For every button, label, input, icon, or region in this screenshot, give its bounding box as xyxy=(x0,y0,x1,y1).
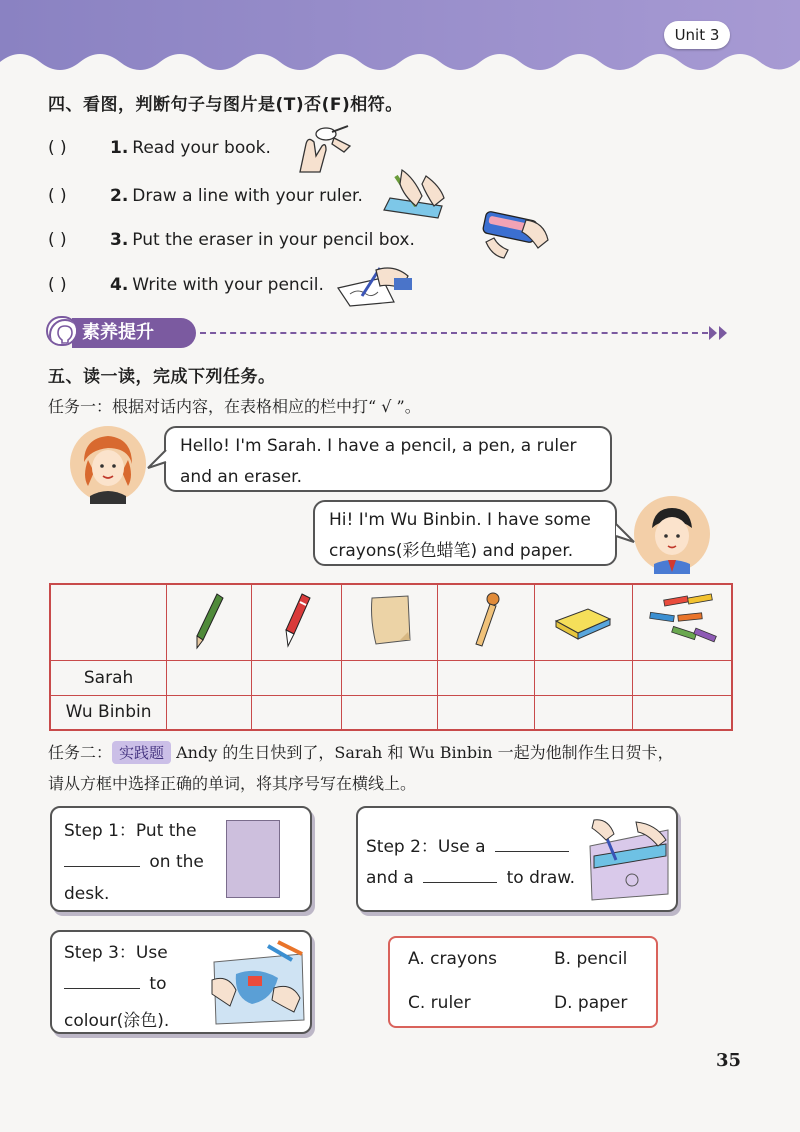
section4-title: 四、看图，判断句子与图片是(T)否(F)相符。 xyxy=(48,95,403,115)
check-cell[interactable] xyxy=(438,660,534,695)
step3-text: to xyxy=(149,974,167,994)
sarah-avatar xyxy=(68,424,148,504)
section5-title: 五、读一读，完成下列任务。 xyxy=(48,367,276,387)
step2-text: Step 2：Use a xyxy=(366,837,486,857)
step2-text: and a xyxy=(366,868,414,888)
unit-badge: Unit 3 xyxy=(664,21,730,49)
sarah-speech-bubble xyxy=(164,426,612,492)
step2-card xyxy=(356,806,678,912)
step2-blank[interactable] xyxy=(423,866,497,883)
answer-blank[interactable]: ( ) xyxy=(48,230,67,250)
arrow-right-icon xyxy=(707,323,731,343)
pen-icon xyxy=(276,590,316,650)
blank-card-image xyxy=(226,820,280,898)
answer-blank[interactable]: ( ) xyxy=(48,138,67,158)
table-header-cell xyxy=(438,584,534,660)
row-label: Wu Binbin xyxy=(50,695,167,730)
table-header-cell xyxy=(341,584,437,660)
step2-text: to draw. xyxy=(506,868,576,888)
step3-text: colour(涂色). xyxy=(64,1011,170,1031)
hand-writing-with-pen-icon xyxy=(336,262,412,308)
hands-opening-pencil-box-icon xyxy=(478,206,552,262)
list-item xyxy=(48,230,415,250)
step2-blank[interactable] xyxy=(495,835,569,852)
bubble-line: and an eraser. xyxy=(180,467,302,487)
check-cell[interactable] xyxy=(167,695,251,730)
eraser-icon xyxy=(548,595,618,645)
answer-blank[interactable]: ( ) xyxy=(48,275,67,295)
option-d: D. paper xyxy=(554,993,628,1013)
task1-instruction: 任务一：根据对话内容，在表格相应的栏中打“ √ ”。 xyxy=(48,397,421,416)
pencil-icon xyxy=(189,590,229,650)
step1-text: Step 1：Put the xyxy=(64,821,197,841)
table-header-cell xyxy=(633,584,732,660)
item-text: Draw a line with your ruler. xyxy=(132,186,363,206)
check-cell[interactable] xyxy=(251,695,341,730)
step3-blank[interactable] xyxy=(64,972,140,989)
wu-binbin-avatar xyxy=(632,494,712,574)
check-cell[interactable] xyxy=(438,695,534,730)
task2-instruction-line2: 请从方框中选择正确的单词，将其序号写在横线上。 xyxy=(48,774,417,793)
check-cell[interactable] xyxy=(167,660,251,695)
practice-tag: 实践题 xyxy=(112,741,171,764)
option-a: A. crayons xyxy=(408,949,497,969)
ruler-icon xyxy=(466,590,506,650)
bubble-tail xyxy=(146,448,168,474)
check-cell[interactable] xyxy=(341,695,437,730)
option-c: C. ruler xyxy=(408,993,471,1013)
list-item xyxy=(48,138,271,158)
item-text: Write with your pencil. xyxy=(132,275,324,295)
section-divider xyxy=(200,332,708,334)
item-text: Read your book. xyxy=(132,138,271,158)
crayons-icon xyxy=(642,592,722,648)
check-cell[interactable] xyxy=(534,660,633,695)
table-header-cell xyxy=(251,584,341,660)
row-label: Sarah xyxy=(50,660,167,695)
check-cell[interactable] xyxy=(341,660,437,695)
list-item xyxy=(48,275,324,295)
item-number: 2. xyxy=(110,186,129,206)
item-number: 4. xyxy=(110,275,129,295)
task2-instruction: 任务二： 实践题 Andy 的生日快到了，Sarah 和 Wu Binbin 一起为他制作生日贺卡， xyxy=(48,743,674,762)
step1-text: on the xyxy=(149,852,204,872)
check-cell[interactable] xyxy=(633,660,732,695)
step3-card xyxy=(50,930,312,1034)
hands-holding-eraser-icon xyxy=(292,122,354,174)
option-b: B. pencil xyxy=(554,949,628,969)
bubble-line: crayons(彩色蜡笔) and paper. xyxy=(329,541,574,561)
step3-text: Step 3：Use xyxy=(64,943,168,963)
step1-blank[interactable] xyxy=(64,850,140,867)
word-options-box xyxy=(388,936,658,1028)
wu-binbin-speech-bubble xyxy=(313,500,617,566)
checklist-table xyxy=(49,583,733,731)
check-cell[interactable] xyxy=(251,660,341,695)
lightbulb-icon xyxy=(46,316,78,346)
item-number: 1. xyxy=(110,138,129,158)
page-number: 35 xyxy=(716,1050,742,1071)
hand-drawing-with-pencil-icon xyxy=(382,166,448,222)
bubble-line: Hello! I'm Sarah. I have a pencil, a pen, a ruler xyxy=(180,436,577,456)
step1-card xyxy=(50,806,312,912)
section-banner-label: 素养提升 xyxy=(72,318,196,348)
table-header-cell xyxy=(167,584,251,660)
answer-blank[interactable]: ( ) xyxy=(48,186,67,206)
table-header-cell xyxy=(534,584,633,660)
table-corner xyxy=(50,584,167,660)
step1-text: desk. xyxy=(64,884,110,904)
drawing-card-image xyxy=(586,816,672,904)
item-number: 3. xyxy=(110,230,129,250)
paper-icon xyxy=(364,590,416,650)
check-cell[interactable] xyxy=(633,695,732,730)
check-cell[interactable] xyxy=(534,695,633,730)
item-text: Put the eraser in your pencil box. xyxy=(132,230,415,250)
colouring-card-image xyxy=(208,940,308,1026)
list-item xyxy=(48,186,363,206)
bubble-line: Hi! I'm Wu Binbin. I have some xyxy=(329,510,591,530)
